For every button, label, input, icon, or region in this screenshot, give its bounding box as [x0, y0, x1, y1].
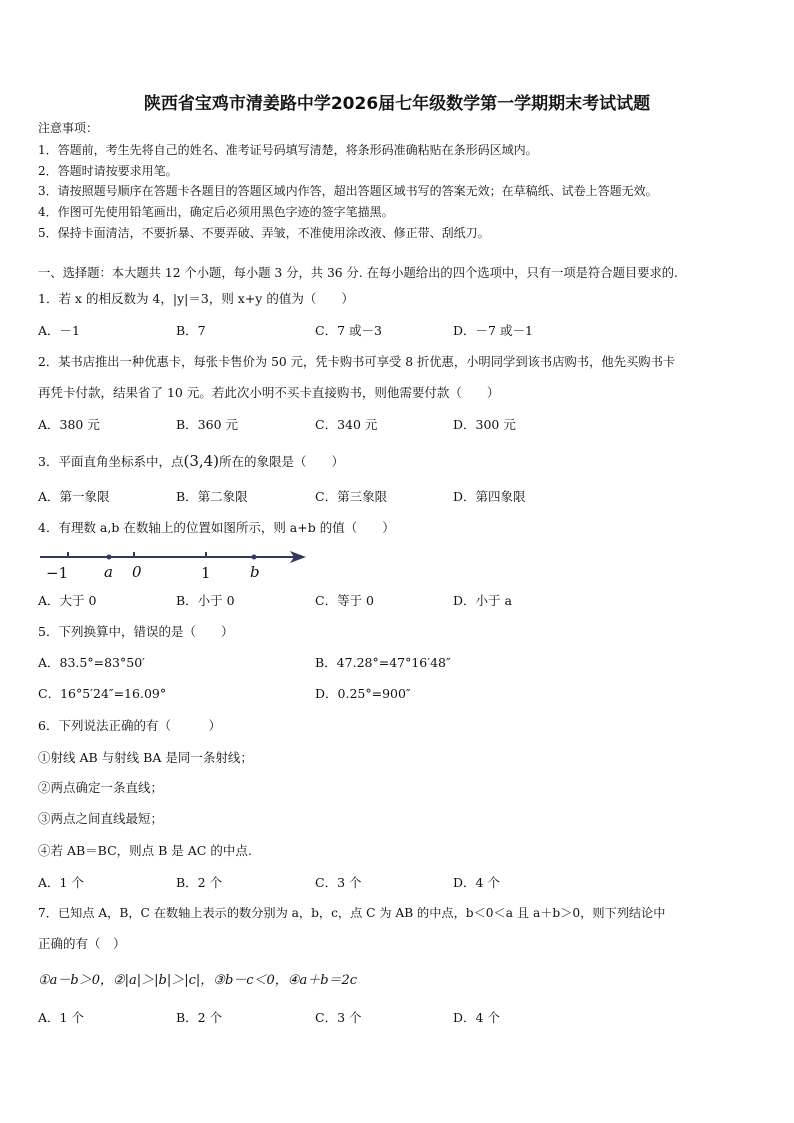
question-1-option-a: A．－1 — [38, 323, 80, 338]
question-1-stem: 1．若 x 的相反数为 4，|y|＝3，则 x+y 的值为（ ） — [38, 291, 354, 306]
point-b — [252, 555, 257, 560]
notice-item-4: 4．作图可先使用铅笔画出，确定后必须用黑色字迹的签字笔描黑。 — [38, 205, 394, 219]
question-2-option-a: A．380 元 — [38, 417, 100, 432]
question-4-option-b: B．小于 0 — [176, 593, 235, 608]
question-6-statement-4: ④若 AB＝BC，则点 B 是 AC 的中点. — [38, 843, 252, 858]
question-4-option-a: A．大于 0 — [38, 593, 97, 608]
question-6-statement-1: ①射线 AB 与射线 BA 是同一条射线； — [38, 750, 253, 765]
question-6-option-d: D．4 个 — [453, 875, 500, 890]
question-1-option-c: C．7 或－3 — [315, 323, 382, 338]
label-one: 1 — [201, 564, 211, 582]
question-3-option-d: D．第四象限 — [453, 489, 526, 504]
question-5-stem: 5．下列换算中，错误的是（ ） — [38, 624, 234, 639]
question-6-option-c: C．3 个 — [315, 875, 362, 890]
exam-title: 陕西省宝鸡市清姜路中学2026届七年级数学第一学期期末考试试题 — [143, 94, 651, 114]
question-3-stem-post: 所在的象限是（ ） — [219, 454, 345, 469]
question-5-option-d: D．0.25°=900″ — [315, 686, 411, 701]
point-a — [107, 555, 112, 560]
question-7-option-c: C．3 个 — [315, 1010, 362, 1025]
number-line-figure — [36, 545, 311, 585]
section-heading: 一、选择题：本大题共 12 个小题，每小题 3 分，共 36 分. 在每小题给出的四个选项中，只有一项是符合题目要求的. — [38, 266, 678, 280]
label-a: a — [104, 563, 113, 581]
question-3-point: (3,4) — [183, 452, 220, 470]
question-5-option-c: C．16°5′24″=16.09° — [38, 686, 167, 701]
question-7-option-d: D．4 个 — [453, 1010, 500, 1025]
question-5-option-a: A．83.5°=83°50′ — [38, 655, 145, 670]
question-4-option-d: D．小于 a — [453, 593, 512, 608]
question-2-stem-line-1: 2．某书店推出一种优惠卡，每张卡售价为 50 元，凭卡购书可享受 8 折优惠，小明同学到该书店购书，他先买购书卡 — [38, 355, 676, 369]
notice-item-3: 3．请按照题号顺序在答题卡各题目的答题区域内作答，超出答题区域书写的答案无效；在草稿纸、试卷上答题无效。 — [38, 184, 658, 198]
question-7-stem-line-2: 正确的有（ ） — [38, 936, 126, 951]
question-6-option-a: A．1 个 — [38, 875, 84, 890]
question-6-statement-2: ②两点确定一条直线； — [38, 780, 164, 795]
notice-item-2: 2．答题时请按要求用笔。 — [38, 164, 178, 178]
question-1-option-b: B．7 — [176, 323, 206, 338]
question-7-option-b: B．2 个 — [176, 1010, 223, 1025]
question-3-stem-pre: 3．平面直角坐标系中，点 — [38, 454, 184, 469]
question-6-statement-3: ③两点之间直线最短； — [38, 811, 164, 826]
question-7-conclusions: ①a－b＞0，②|a|＞|b|＞|c|，③b－c＜0，④a＋b＝2c — [38, 973, 358, 988]
question-3-option-a: A．第一象限 — [38, 489, 110, 504]
question-4-stem: 4．有理数 a,b 在数轴上的位置如图所示，则 a+b 的值（ ） — [38, 520, 395, 535]
label-b: b — [250, 563, 260, 581]
number-line-svg — [36, 545, 311, 585]
notice-item-5: 5．保持卡面清洁，不要折暴、不要弄破、弄皱，不准使用涂改液、修正带、刮纸刀。 — [38, 226, 490, 240]
question-5-option-b: B．47.28°=47°16′48″ — [315, 655, 451, 670]
label-zero: 0 — [132, 563, 142, 581]
question-3-option-c: C．第三象限 — [315, 489, 388, 504]
question-2-option-c: C．340 元 — [315, 417, 378, 432]
notice-item-1: 1．答题前，考生先将自己的姓名、准考证号码填写清楚，将条形码准确粘贴在条形码区域内。 — [38, 143, 538, 157]
question-2-stem-line-2: 再凭卡付款，结果省了 10 元。若此次小明不买卡直接购书，则他需要付款（ ） — [38, 385, 500, 400]
question-1-option-d: D．－7 或－1 — [453, 323, 533, 338]
question-6-option-b: B．2 个 — [176, 875, 223, 890]
question-7-stem-line-1: 7．已知点 A，B，C 在数轴上表示的数分别为 a，b，c，点 C 为 AB 的中点，b＜0＜a 且 a＋b＞0，则下列结论中 — [38, 906, 666, 920]
question-6-stem: 6．下列说法正确的有（ ） — [38, 718, 221, 733]
question-4-option-c: C．等于 0 — [315, 593, 374, 608]
question-2-option-d: D．300 元 — [453, 417, 516, 432]
question-3-stem — [38, 453, 344, 470]
question-7-option-a: A．1 个 — [38, 1010, 84, 1025]
question-3-option-b: B．第二象限 — [176, 489, 248, 504]
question-2-option-b: B．360 元 — [176, 417, 239, 432]
label-minus-one: −1 — [46, 564, 69, 582]
notice-heading: 注意事项： — [38, 121, 99, 135]
